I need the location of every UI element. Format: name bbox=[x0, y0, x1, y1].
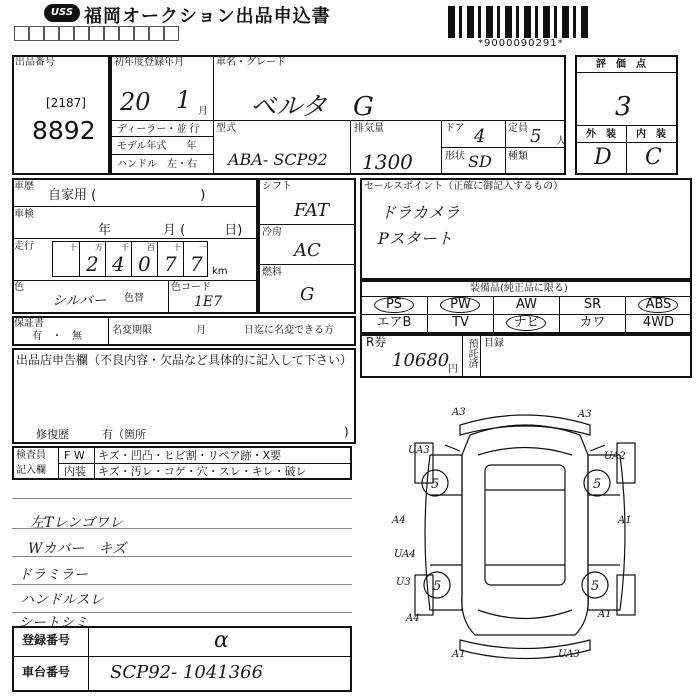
kind-label: 種類 bbox=[508, 151, 528, 162]
equipment-item: 4WD bbox=[625, 314, 691, 332]
mileage-unit-label: 百 bbox=[147, 243, 155, 252]
shift-label: シフト bbox=[262, 181, 292, 192]
mileage-digit: 2 bbox=[86, 252, 99, 276]
inspection-label: 車検 bbox=[14, 209, 34, 220]
score-label: 評 価 点 bbox=[596, 59, 646, 70]
damage-marks bbox=[422, 470, 610, 598]
displacement-value: 1300 bbox=[362, 150, 413, 174]
mark-a1-bottom: A1 bbox=[452, 649, 466, 660]
shape-value: SD bbox=[468, 152, 492, 171]
mileage-digit: 0 bbox=[138, 252, 151, 276]
lot-small-number: [2187] bbox=[46, 96, 86, 110]
note-1: 左Tレンゴワレ bbox=[30, 515, 123, 531]
mileage-digit-cell bbox=[131, 242, 157, 276]
inspection-value: 年 月 ( 日) bbox=[98, 223, 243, 238]
mileage-digit-cell bbox=[105, 242, 131, 276]
equipment-item: カワ bbox=[559, 314, 625, 332]
model-type-label: 型式 bbox=[216, 123, 236, 134]
sales-point-line-1: ドラカメラ bbox=[380, 203, 461, 222]
damage-mark-rr: 5 bbox=[591, 579, 600, 594]
color-code-label: 色コード bbox=[171, 282, 211, 293]
mileage-digit: 4 bbox=[112, 252, 125, 276]
form-title: 福岡オークション出品申込書 bbox=[84, 6, 331, 27]
mileage-unit-label: 十 bbox=[173, 243, 181, 252]
mileage-digit-cell bbox=[183, 242, 209, 276]
shape-label: 形状 bbox=[445, 151, 465, 162]
history-label: 車歴 bbox=[14, 181, 34, 192]
color-change-label: 色替 bbox=[124, 293, 144, 304]
sales-point-label: セールスポイント（正確に御記入するもの） bbox=[364, 181, 564, 192]
note-5: シートシミ bbox=[18, 615, 88, 631]
car-damage-diagram bbox=[360, 395, 690, 695]
exterior-defects-key: キズ・凹凸・ヒビ割・リペア跡・X要 bbox=[98, 449, 282, 462]
mileage-label: 走行 bbox=[14, 241, 34, 252]
equipment-grid bbox=[361, 296, 691, 333]
mark-u3: U3 bbox=[396, 577, 411, 588]
interior-label-key: 内装 bbox=[64, 465, 86, 478]
equipment-item: AW bbox=[493, 296, 559, 314]
repair-history-close: ) bbox=[344, 425, 349, 439]
equipment-item: ナビ bbox=[493, 314, 559, 332]
equipment-item: SR bbox=[559, 296, 625, 314]
chassis-number-label: 車台番号 bbox=[22, 665, 71, 679]
transfer-notice: 日迄に名変できる方 bbox=[244, 325, 334, 336]
mileage-grid bbox=[52, 241, 208, 277]
exterior-score: D bbox=[594, 145, 612, 170]
mileage-unit-label: 一 bbox=[199, 243, 207, 252]
color-code-value: 1E7 bbox=[194, 294, 223, 310]
equipment-item: TV bbox=[427, 314, 493, 332]
score-value: 3 bbox=[615, 92, 632, 122]
inspector-label-1: 検査員 bbox=[16, 450, 46, 461]
interior-score: C bbox=[645, 145, 662, 170]
equipment-circled-mark bbox=[506, 315, 546, 331]
mileage-unit-label: 十 bbox=[69, 243, 77, 252]
first-registration-month: 1 bbox=[176, 86, 192, 114]
mark-a4-rear: A4 bbox=[406, 613, 420, 624]
color-value: シルバー bbox=[52, 293, 107, 309]
equipment-circled-mark bbox=[638, 297, 678, 313]
barcode-text: *9000090291* bbox=[478, 38, 564, 49]
mileage-digit-cell bbox=[157, 242, 183, 276]
guarantee-label: 保証書 bbox=[14, 318, 44, 329]
car-name-label: 車名・グレード bbox=[216, 57, 286, 68]
mileage-digit-cell bbox=[53, 242, 79, 276]
mileage-digit: 7 bbox=[190, 252, 203, 276]
capacity-label: 定員 bbox=[508, 123, 528, 134]
capacity-value: 5 bbox=[530, 126, 542, 147]
km-unit: km bbox=[212, 266, 228, 277]
equipment-item: ABS bbox=[625, 296, 691, 314]
first-registration-label: 初年度登録年月 bbox=[114, 57, 184, 68]
fuel-label: 燃料 bbox=[262, 267, 282, 278]
equipment-circled-mark bbox=[374, 297, 414, 313]
form-number-strip bbox=[14, 26, 184, 43]
exterior-fw-label: F W bbox=[64, 449, 85, 462]
damage-mark-fl: 5 bbox=[431, 477, 440, 492]
repair-history-label: 修復歴 有（箇所 bbox=[36, 428, 146, 441]
damage-mark-fr: 5 bbox=[593, 477, 602, 492]
car-name-value: ベルタ G bbox=[250, 92, 374, 122]
equipment-item: PW bbox=[427, 296, 493, 314]
capacity-unit: 人 bbox=[556, 136, 566, 147]
equipment-item: エアB bbox=[376, 315, 412, 330]
mileage-digit-cell bbox=[79, 242, 105, 276]
lot-number-box bbox=[12, 55, 110, 175]
interior-label: 内 装 bbox=[636, 129, 666, 140]
aircon-label: 冷房 bbox=[262, 227, 282, 238]
mark-a1-right: A1 bbox=[618, 515, 632, 526]
recycle-value: 10680 bbox=[392, 350, 450, 371]
month-unit: 月 bbox=[198, 106, 208, 117]
mark-ua3: UA3 bbox=[408, 445, 430, 456]
mileage-unit-label: 千 bbox=[121, 243, 129, 252]
aircon-value: AC bbox=[294, 240, 321, 261]
transfer-deadline-label: 名変期限 bbox=[112, 325, 152, 336]
mark-a1-rear-right: A1 bbox=[598, 609, 612, 620]
color-label: 色 bbox=[14, 282, 24, 293]
recycle-deposit-label: 預託済 bbox=[466, 338, 477, 368]
barcode bbox=[448, 6, 588, 38]
usage-value: 自家用 ( ) bbox=[48, 188, 206, 203]
dealer-label: ディーラー・並 行 bbox=[117, 124, 200, 135]
lot-number-label: 出品番号 bbox=[15, 57, 55, 68]
recycle-unit: 円 bbox=[448, 364, 458, 375]
recycle-label: R券 bbox=[366, 335, 387, 349]
inspector-label-2: 記入欄 bbox=[16, 465, 46, 476]
equipment-circled-mark bbox=[440, 297, 480, 313]
interior-defects-key: キズ・汚レ・コゲ・穴・スレ・キレ・破レ bbox=[98, 465, 307, 478]
fuel-value: G bbox=[300, 284, 315, 305]
mark-ua4: UA4 bbox=[394, 549, 416, 560]
mileage-digit: 7 bbox=[164, 252, 177, 276]
mark-a3-left: A3 bbox=[452, 407, 466, 418]
first-registration-year: 20 bbox=[120, 88, 151, 116]
damage-mark-rl: 5 bbox=[433, 579, 442, 594]
door-value: 4 bbox=[474, 126, 486, 147]
chassis-number-value: SCP92- 1041366 bbox=[110, 662, 264, 683]
note-2: Wカバー キズ bbox=[28, 541, 127, 557]
note-4: ハンドルスレ bbox=[20, 592, 104, 608]
equipment-label: 装備品(純正品に限る) bbox=[470, 283, 568, 294]
mark-ua3-bottom: UA3 bbox=[558, 649, 580, 660]
mark-ua2: UA2 bbox=[604, 451, 626, 462]
guarantee-value: 有 ・ 無 bbox=[32, 331, 82, 342]
registration-number-label: 登録番号 bbox=[22, 633, 71, 647]
report-label: 出品店申告欄（不良内容・欠品など具体的に記入して下さい） bbox=[16, 353, 353, 367]
equipment-item: PS bbox=[385, 297, 403, 312]
mileage-unit-label: 万 bbox=[95, 243, 103, 252]
exterior-label: 外 装 bbox=[586, 129, 616, 140]
registration-number-value: α bbox=[214, 628, 229, 653]
handle-label: ハンドル 左・右 bbox=[117, 159, 197, 170]
mark-a4: A4 bbox=[392, 515, 406, 526]
note-3: ドラミラー bbox=[18, 567, 88, 583]
logo-icon: USS bbox=[44, 4, 80, 22]
model-year-label: モデル年式 年 bbox=[117, 141, 197, 152]
lot-number: 8892 bbox=[32, 116, 96, 145]
door-label: ドア bbox=[445, 123, 465, 134]
model-type-value: ABA- SCP92 bbox=[228, 150, 328, 169]
recycle-list-label: 目録 bbox=[484, 338, 504, 349]
shift-value: FAT bbox=[294, 200, 329, 221]
mark-a3-right: A3 bbox=[578, 409, 592, 420]
transfer-deadline-unit: 月 bbox=[196, 325, 206, 336]
sales-point-line-2: Pスタート bbox=[378, 229, 453, 248]
displacement-label: 排気量 bbox=[354, 123, 384, 134]
